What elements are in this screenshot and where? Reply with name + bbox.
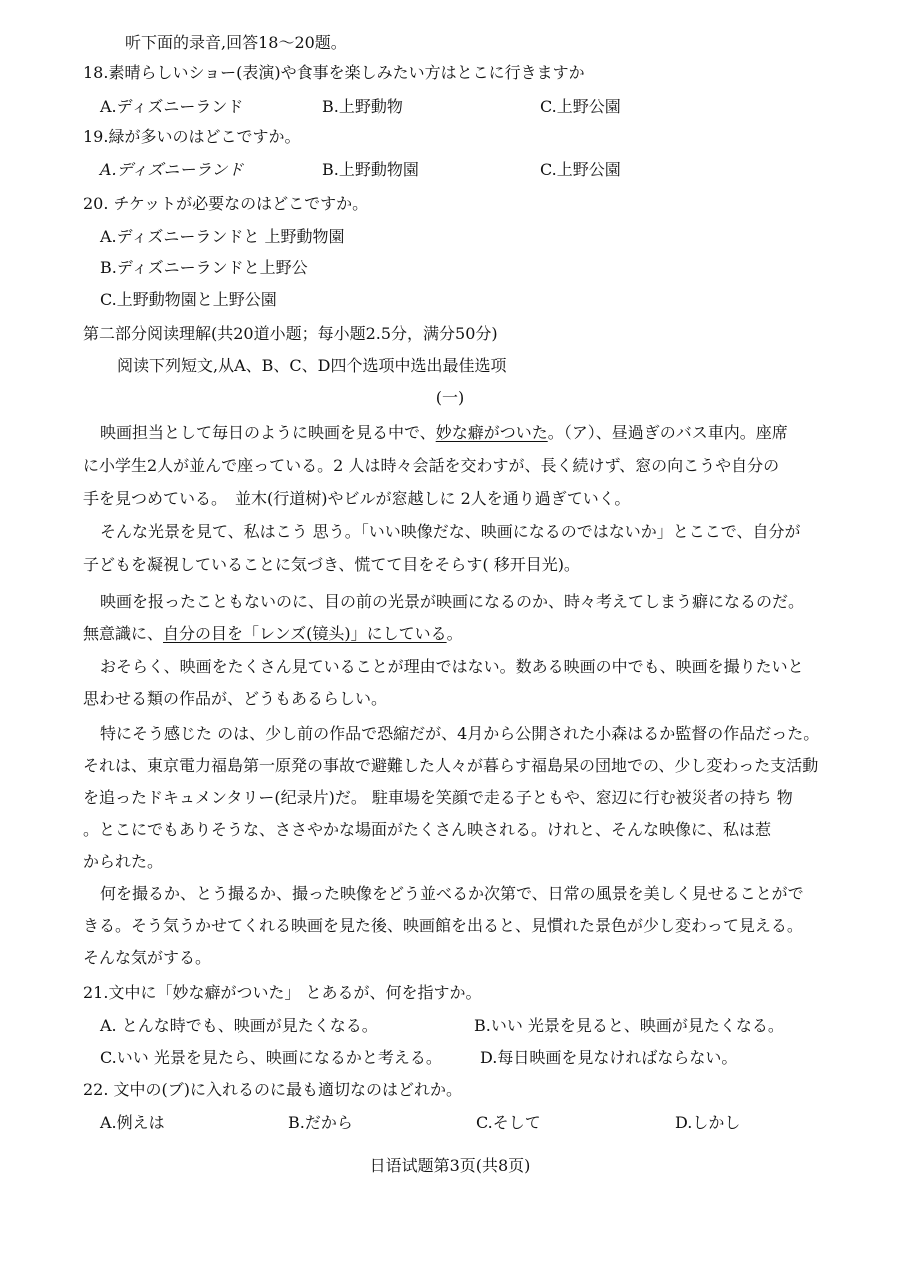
text-span: 。（ア）、昼過ぎのバス車内。座席 (547, 423, 788, 442)
question-19-stem: 19.緑が多いのはどこですか。 (83, 127, 301, 146)
paragraph-4-line-2: 思わせる類の作品が、どうもあるらしい。 (83, 689, 388, 708)
paragraph-5-line-1: 特にそう感じた のは、少し前の作品で恐縮だが、4月から公開された小森はるか監督の作品だった。 (100, 724, 820, 743)
question-20-option-a: A.ディズニーランドと 上野動物園 (100, 227, 345, 246)
question-19-option-b: B.上野動物園 (322, 160, 419, 179)
question-21-stem: 21.文中に「妙な癖がついた」 とあるが、何を指すか。 (83, 983, 482, 1002)
paragraph-1-line-3: 手を見つめている。 並木(行道树)やビルが窓越しに 2人を通り過ぎていく。 (83, 489, 631, 508)
paragraph-5-line-2: それは、東京電力福島第一原発の事故で避難した人々が暮らす福島杲の団地での、少し変わった支活動 (83, 756, 819, 775)
question-22-option-c: C.そして (476, 1113, 541, 1132)
question-21-option-c: C.いい 光景を見たら、映画になるかと考える。 (100, 1048, 442, 1067)
question-18-option-b: B.上野動物 (322, 97, 403, 116)
paragraph-5-line-5: かられた。 (83, 852, 164, 871)
paragraph-6-line-2: きる。そう気うかせてくれる映画を見た後、映画館を出ると、見慣れた景色が少し変わって見える。 (83, 916, 803, 935)
paragraph-2-line-1: そんな光景を見て、私はこう 思う。「いい映像だな、映画になるのではないか」とここで、自分が (100, 522, 801, 541)
reading-instruction: 阅读下列短文,从A、B、C、D四个选项中选出最佳选项 (117, 356, 507, 375)
paragraph-1-line-1 (100, 423, 788, 443)
question-20-option-b: B.ディズニーランドと上野公 (100, 258, 308, 277)
question-21-option-b: B.いい 光景を見ると、映画が見たくなる。 (474, 1016, 784, 1035)
listening-instruction: 听下面的录音,回答18～20题。 (125, 33, 347, 52)
paragraph-1-line-2: に小学生2人が並んで座っている。2 人は時々会話を交わすが、長く続けず、窓の向こうや自分の (83, 456, 780, 475)
question-18-stem: 18.素晴らしいショー(表演)や食事を楽しみたい方はとこに行きますか (83, 63, 585, 82)
question-18-option-a: A.ディズニーランド (100, 97, 244, 116)
question-22-option-d: D.しかし (675, 1113, 741, 1132)
text-span: 。 (446, 624, 463, 643)
paragraph-2-line-2: 子どもを凝視していることに気づき、慌てて目をそらす( 移开目光)。 (83, 555, 580, 574)
paragraph-5-line-3: を追ったドキュメンタリー(纪录片)だ。 駐車場を笑顔で走る子ともや、窓辺に行む被災者の持ち 物 (83, 788, 793, 807)
question-22-stem: 22. 文中の(ブ)に入れるのに最も適切なのはどれか。 (83, 1080, 463, 1099)
question-21-option-d: D.每日映画を見なければならない。 (480, 1048, 738, 1067)
text-span: 映画担当として毎日のように映画を見る中で、 (100, 423, 436, 442)
paragraph-6-line-3: そんな気がする。 (83, 948, 212, 967)
section-title: 第二部分阅读理解(共20道小题；每小题2.5分，满分50分) (83, 324, 498, 343)
question-22-option-b: B.だから (288, 1113, 353, 1132)
question-19-option-a: A.ディズニーランド (100, 160, 244, 179)
paragraph-3-line-2 (83, 624, 463, 644)
underlined-phrase-2: 自分の目を「レンズ(镜头)」にしている (163, 624, 447, 643)
question-19-option-c: C.上野公園 (540, 160, 621, 179)
underlined-phrase-1: 妙な癖がついた (435, 423, 548, 442)
text-span: 無意識に、 (83, 624, 164, 643)
question-21-option-a: A. とんな時でも、映画が見たくなる。 (100, 1016, 378, 1035)
question-18-option-c: C.上野公園 (540, 97, 621, 116)
question-20-option-c: C.上野動物園と上野公園 (100, 290, 277, 309)
paragraph-5-line-4: 。とこにでもありそうな、ささやかな場面がたくさん映される。けれと、そんな映像に、私は惹 (83, 820, 772, 839)
paragraph-6-line-1: 何を撮るか、とう撮るか、撮った映像をどう並べるか次第で、日常の風景を美しく見せることがで (100, 884, 804, 903)
paragraph-3-line-1: 映画を报ったこともないのに、目の前の光景が映画になるのか、時々考えてしまう癖になるのだ。 (100, 592, 805, 611)
paragraph-4-line-1: おそらく、映画をたくさん見ていることが理由ではない。数ある映画の中でも、映画を撮りたいと (100, 657, 804, 676)
passage-number: (一) (435, 388, 465, 407)
question-20-stem: 20. チケットが必要なのはどこですか。 (83, 194, 369, 213)
page-footer: 日语试题第3页(共8页) (369, 1156, 531, 1175)
question-22-option-a: A.例えは (100, 1113, 165, 1132)
